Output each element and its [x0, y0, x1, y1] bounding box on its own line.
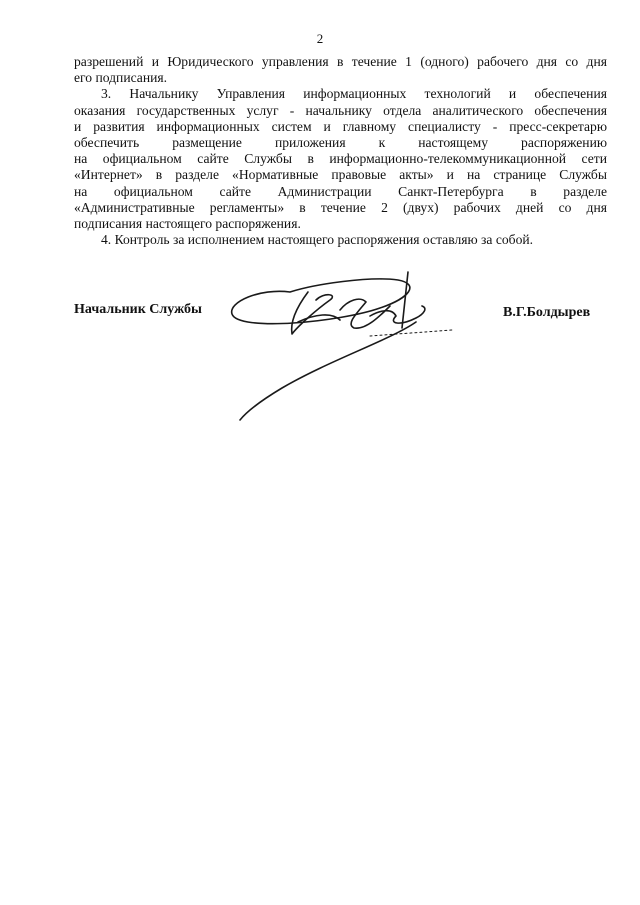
- paragraph-2-line: «Интернет» в разделе «Нормативные правовые акты» и на странице Службы: [74, 167, 607, 183]
- document-body: [74, 54, 607, 248]
- signer-position-title: Начальник Службы: [74, 302, 202, 317]
- paragraph-2-line: «Административные регламенты» в течение 2 (двух) рабочих дней со дня: [74, 199, 607, 215]
- paragraph-3-line: 4. Контроль за исполнением настоящего распоряжения оставляю за собой.: [101, 232, 534, 248]
- paragraph-2-line: на официальном сайте Службы в информационно-телекоммуникационной сети: [74, 151, 607, 167]
- paragraph-2-line: и развития информационных систем и главному специалисту - пресс-секретарю: [74, 118, 607, 134]
- paragraph-2-line: оказания государственных услуг - начальнику отдела аналитического обеспечения: [74, 102, 607, 118]
- paragraph-1-line: его подписания.: [74, 70, 168, 86]
- paragraph-2-line: на официальном сайте Администрации Санкт-Петербурга в разделе: [74, 183, 607, 199]
- paragraph-2-line: обеспечить размещение приложения к настоящему распоряжению: [74, 135, 607, 151]
- page-number: 2: [316, 31, 324, 46]
- handwritten-signature-icon: [220, 270, 490, 430]
- signer-name: В.Г.Болдырев: [503, 305, 591, 320]
- signature-block: [0, 300, 640, 440]
- paragraph-2-line: подписания настоящего распоряжения.: [74, 216, 301, 232]
- paragraph-1-line: разрешений и Юридического управления в течение 1 (одного) рабочего дня со дня: [74, 54, 607, 69]
- paragraph-2-line: 3. Начальнику Управления информационных технологий и обеспечения: [101, 86, 607, 102]
